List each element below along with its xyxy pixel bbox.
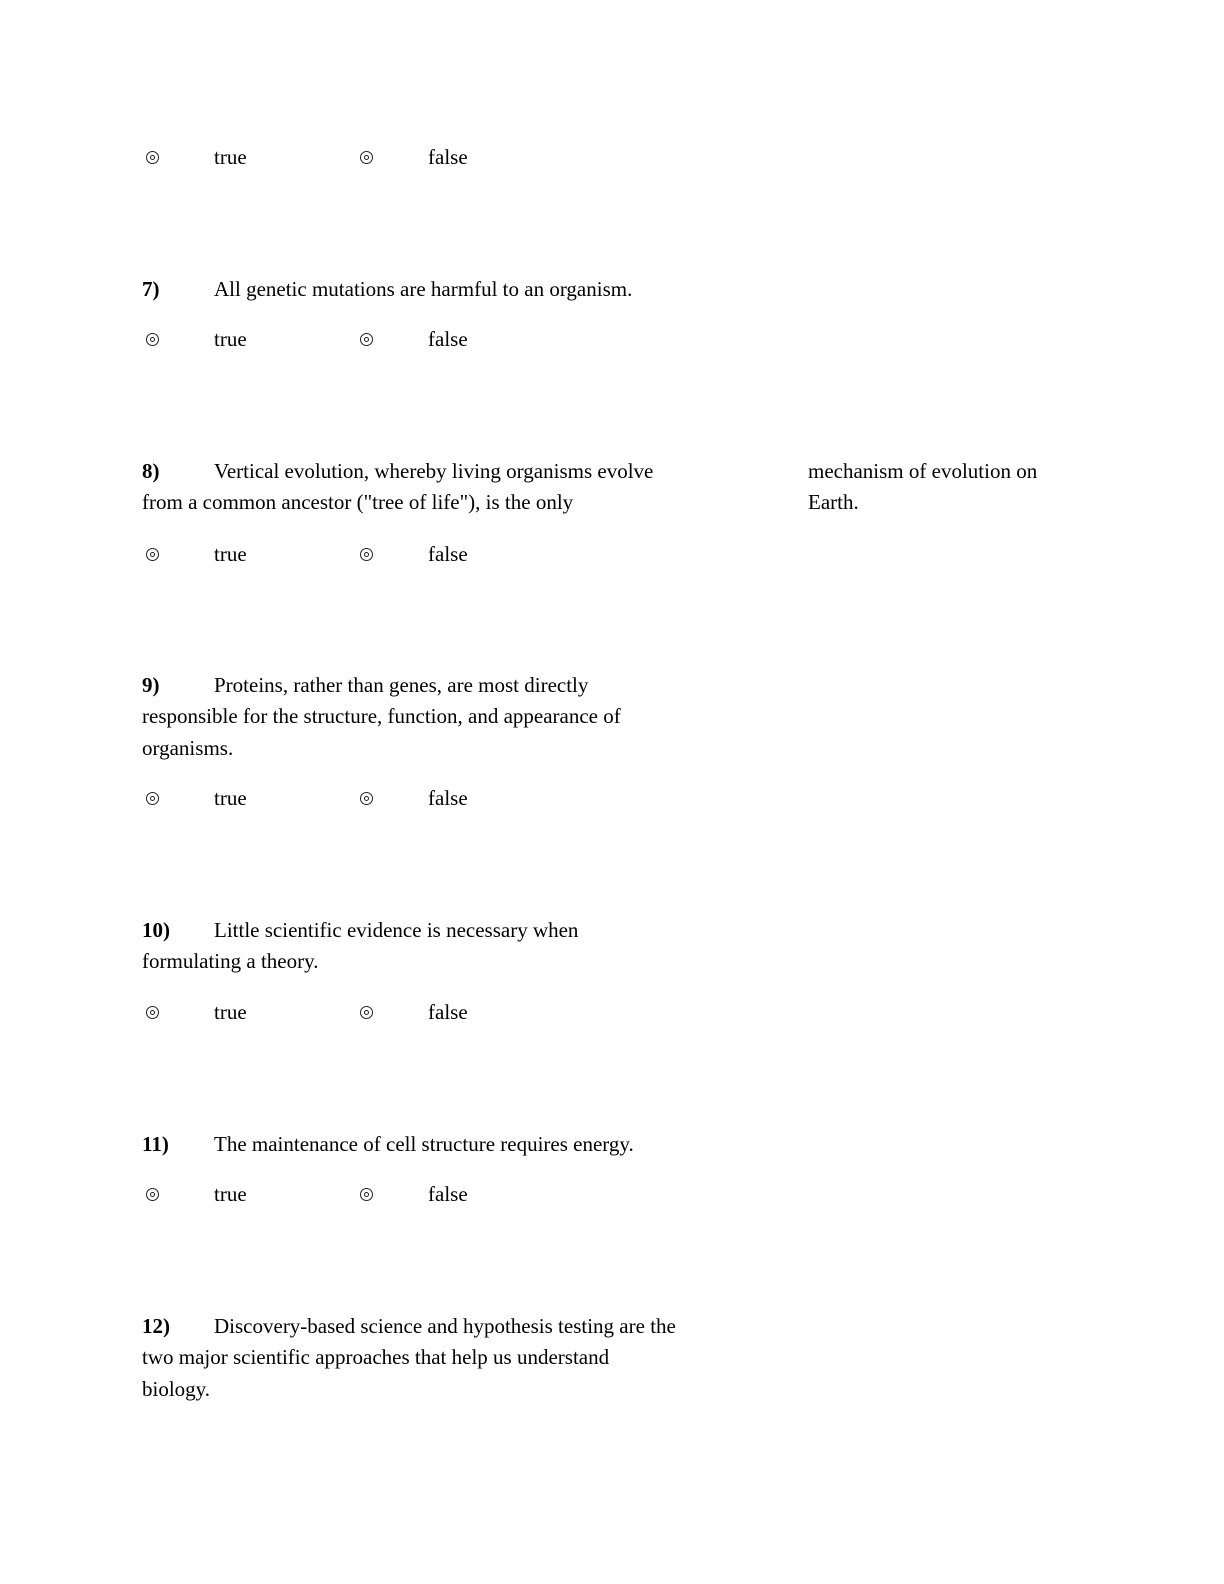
option-true-label: true — [214, 1000, 247, 1024]
option-true-label: true — [214, 327, 247, 351]
question-number: 9) — [142, 673, 160, 697]
question-text-line: formulating a theory. — [142, 949, 319, 973]
question-text-line: organisms. — [142, 736, 234, 760]
radio-false-q7[interactable] — [360, 333, 373, 346]
radio-false-q10[interactable] — [360, 1006, 373, 1019]
option-false-label: false — [428, 1000, 468, 1024]
question-text-line: Discovery-based science and hypothesis testing are the — [214, 1314, 676, 1338]
radio-false-q6[interactable] — [360, 151, 373, 164]
question-number: 8) — [142, 459, 160, 483]
question-number: 7) — [142, 277, 160, 301]
question-number: 12) — [142, 1314, 170, 1338]
question-text-continuation: Earth. — [808, 490, 859, 514]
question-text-line: Proteins, rather than genes, are most directly — [214, 673, 589, 697]
radio-true-q9[interactable] — [146, 792, 159, 805]
option-true-label: true — [214, 1182, 247, 1206]
question-text-line: Vertical evolution, whereby living organisms evolve — [214, 459, 654, 483]
radio-true-q7[interactable] — [146, 333, 159, 346]
question-text-line: two major scientific approaches that help us understand — [142, 1345, 610, 1369]
radio-true-q6[interactable] — [146, 151, 159, 164]
radio-true-q11[interactable] — [146, 1188, 159, 1201]
question-text-line: responsible for the structure, function, and appearance of — [142, 704, 621, 728]
radio-false-q8[interactable] — [360, 548, 373, 561]
question-text-line: from a common ancestor ("tree of life"), is the only — [142, 490, 574, 514]
option-false-label: false — [428, 542, 468, 566]
question-text-line: The maintenance of cell structure requires energy. — [214, 1132, 634, 1156]
option-false-label: false — [428, 1182, 468, 1206]
radio-false-q9[interactable] — [360, 792, 373, 805]
option-false-label: false — [428, 327, 468, 351]
option-true-label: true — [214, 542, 247, 566]
option-true-label: true — [214, 145, 247, 169]
question-text-line: Little scientific evidence is necessary when — [214, 918, 579, 942]
question-text-continuation: mechanism of evolution on — [808, 459, 1038, 483]
radio-true-q8[interactable] — [146, 548, 159, 561]
question-number: 10) — [142, 918, 170, 942]
radio-true-q10[interactable] — [146, 1006, 159, 1019]
question-text-line: biology. — [142, 1377, 211, 1401]
question-number: 11) — [142, 1132, 169, 1156]
radio-false-q11[interactable] — [360, 1188, 373, 1201]
option-false-label: false — [428, 786, 468, 810]
option-false-label: false — [428, 145, 468, 169]
question-text-line: All genetic mutations are harmful to an organism. — [214, 277, 633, 301]
option-true-label: true — [214, 786, 247, 810]
